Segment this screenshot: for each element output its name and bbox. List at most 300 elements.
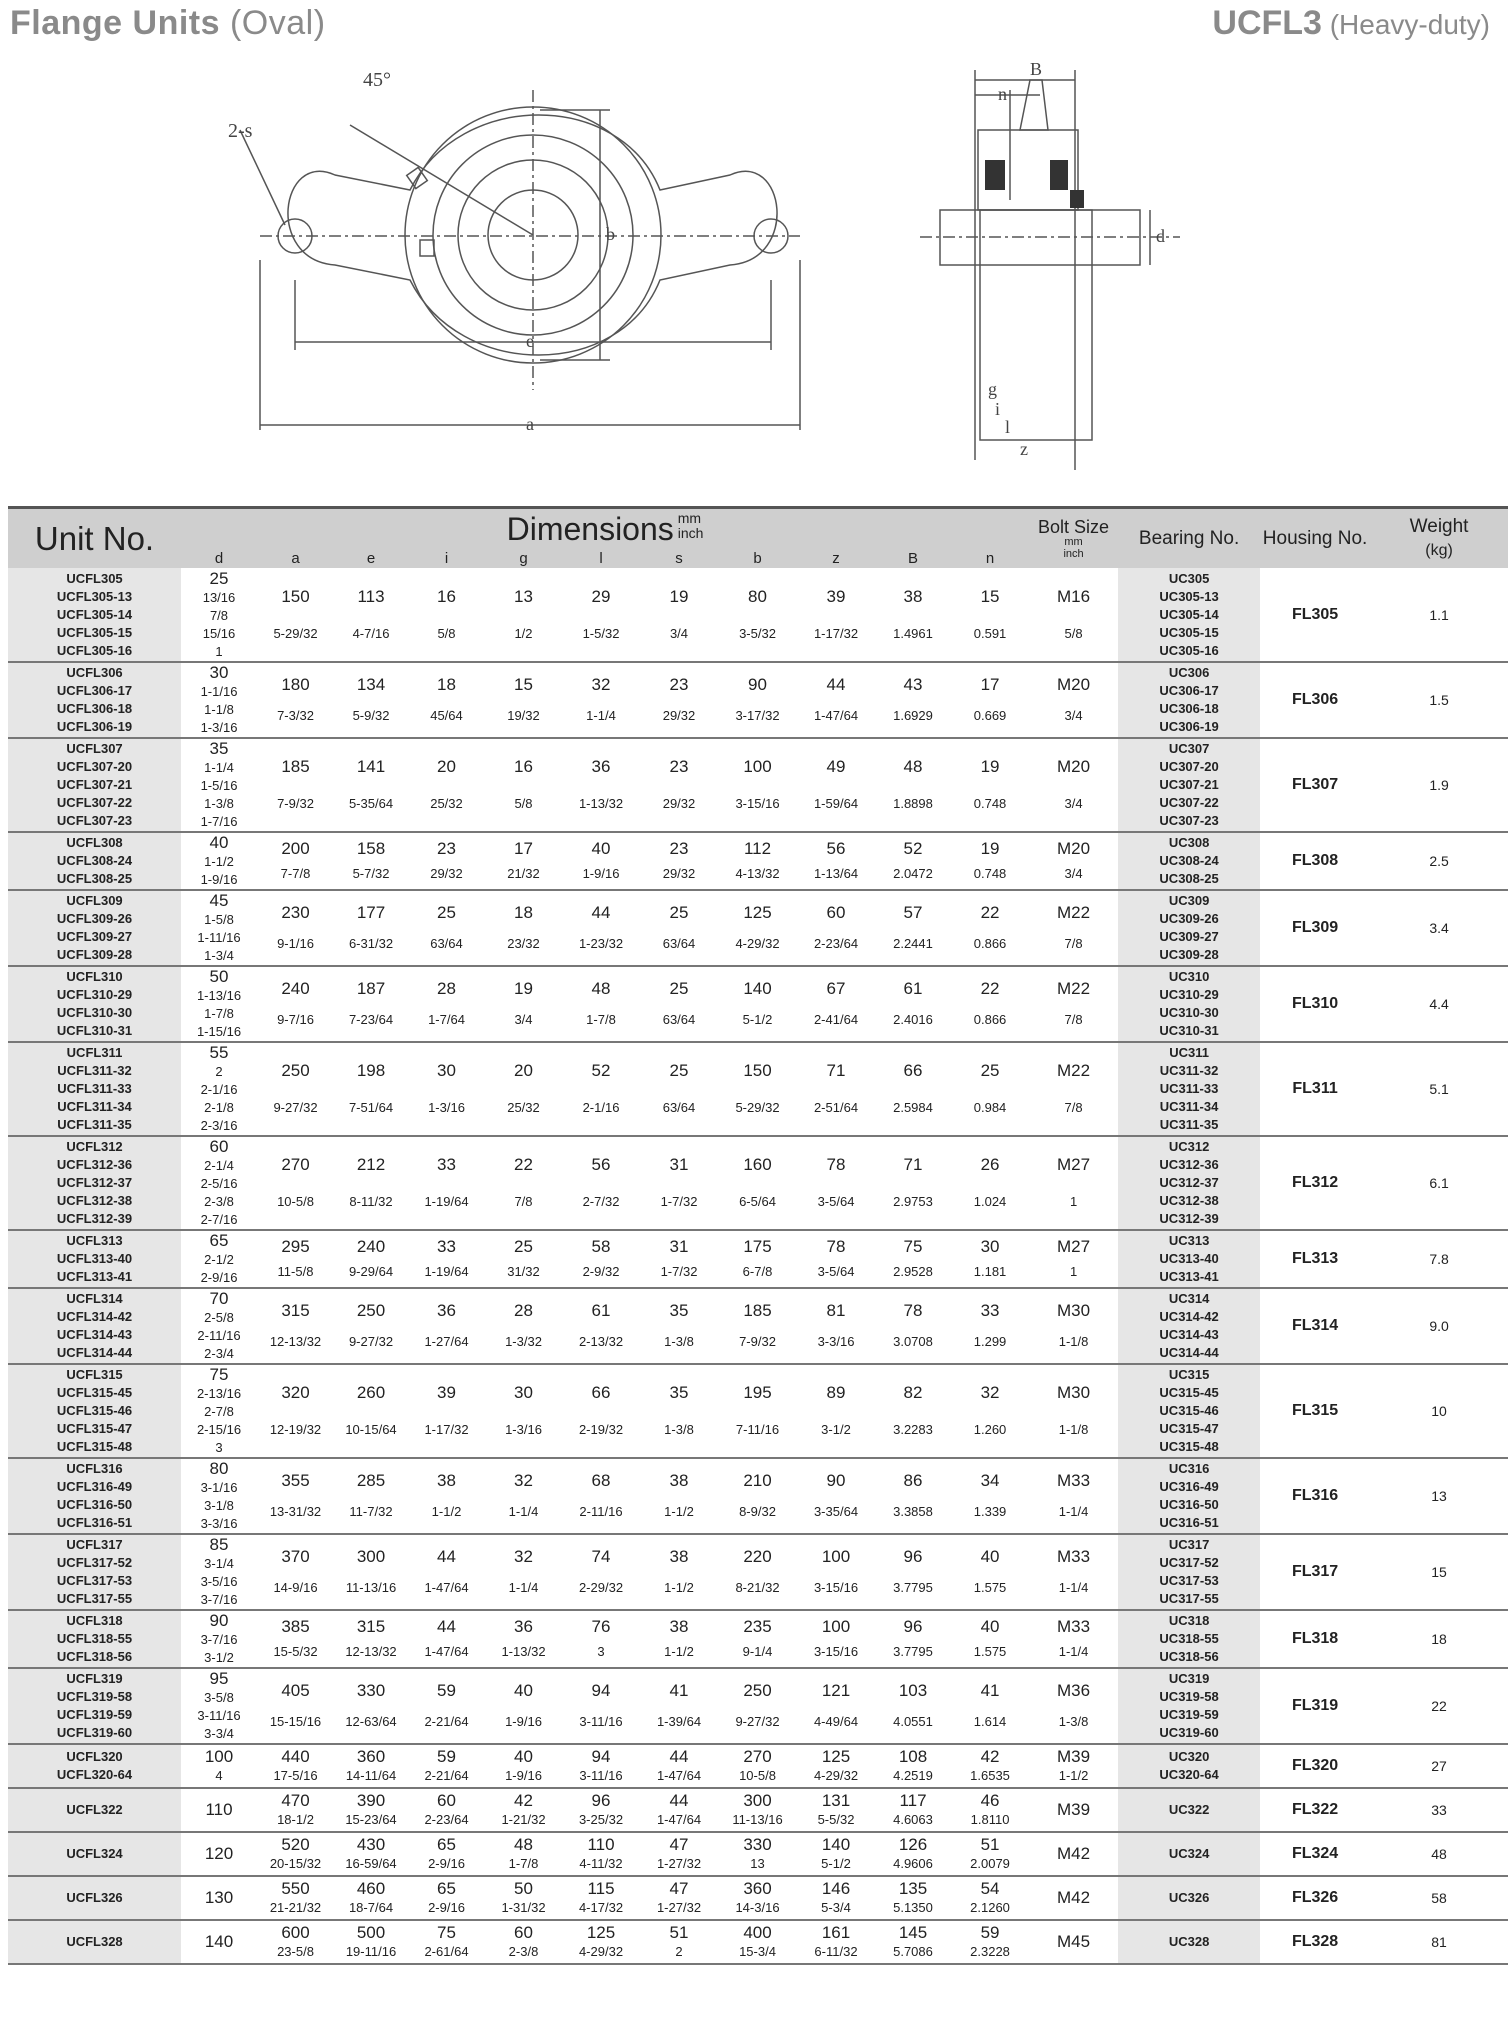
unit-no-cell — [8, 1136, 181, 1230]
dim-n-inch: 1.181 — [973, 1264, 1007, 1279]
housing-no: FL315 — [1260, 1364, 1370, 1458]
dim-s-cell — [640, 1288, 718, 1364]
dim-b-inch: 7-9/32 — [739, 1334, 776, 1349]
dim-g-inch: 1-7/8 — [508, 1856, 539, 1871]
column-header-n: n — [951, 549, 1029, 568]
dim-l-label: l — [1005, 417, 1011, 437]
dim-d-cell — [181, 1832, 257, 1876]
dim-s-mm: 41 — [669, 1681, 689, 1700]
unit-no: UCFL322 — [66, 1802, 123, 1817]
dim-s-inch: 63/64 — [662, 1012, 696, 1027]
bearing-no: UC318-56 — [1159, 1649, 1219, 1664]
dim-i-cell — [408, 832, 485, 890]
dim-n-inch: 0.748 — [973, 796, 1007, 811]
dim-s-cell — [640, 1364, 718, 1458]
bolt-size-cell — [1029, 1832, 1118, 1876]
dim-d-label: d — [1156, 226, 1165, 246]
bearing-no-cell — [1118, 966, 1260, 1042]
dim-d-inch: 1-13/16 — [196, 988, 242, 1003]
dim-B-mm: 135 — [898, 1879, 928, 1898]
dim-B-cell — [875, 1458, 951, 1534]
dim-s-mm: 31 — [669, 1237, 689, 1256]
bolt-size-cell — [1029, 966, 1118, 1042]
dim-d-inch: 7/8 — [209, 607, 229, 623]
dim-e-inch: 8-11/32 — [349, 1194, 393, 1209]
dim-z-cell — [797, 1876, 875, 1920]
dim-e-inch: 19-11/16 — [345, 1944, 397, 1959]
dim-z-inch: 2-51/64 — [813, 1100, 859, 1115]
bearing-no: UC319-60 — [1159, 1725, 1219, 1740]
unit-no: UCFL317-53 — [56, 1573, 133, 1588]
dim-a-cell — [257, 1744, 334, 1788]
dim-i-cell — [408, 1668, 485, 1744]
dim-i-mm: 60 — [437, 1791, 456, 1810]
dim-s-cell — [640, 1230, 718, 1288]
dim-i-inch: 2-21/64 — [424, 1714, 469, 1729]
dim-B-inch: 2.4016 — [893, 1012, 933, 1027]
unit-no: UCFL305-14 — [56, 606, 133, 622]
dim-s-mm: 25 — [669, 979, 689, 998]
dim-B-cell — [875, 662, 951, 738]
column-header-i: i — [408, 549, 485, 568]
dim-l-inch: 2-19/32 — [578, 1422, 624, 1437]
unit-no-cell — [8, 1230, 181, 1288]
dim-B-mm: 71 — [903, 1155, 923, 1174]
dimensions-header: Dimensions mm inch — [181, 508, 1029, 550]
weight-value: 58 — [1370, 1876, 1508, 1920]
unit-no: UCFL319-60 — [56, 1725, 133, 1740]
dim-g-cell — [485, 1042, 562, 1136]
dim-i-mm: 18 — [437, 675, 456, 694]
unit-no: UCFL314 — [66, 1291, 123, 1306]
angle-label: 45° — [363, 69, 391, 91]
dim-z-inch: 3-1/2 — [821, 1422, 851, 1437]
dim-d-cell — [181, 1744, 257, 1788]
dim-a-mm: 180 — [281, 675, 310, 694]
housing-no: FL314 — [1260, 1288, 1370, 1364]
spec-table — [8, 506, 1508, 1965]
dim-l-cell — [562, 1920, 640, 1964]
dim-b-cell — [718, 1610, 797, 1668]
dim-e-mm: 250 — [356, 1301, 386, 1320]
unit-no-cell — [8, 1788, 181, 1832]
dim-i-inch: 2-23/64 — [424, 1812, 469, 1827]
dim-e-cell — [334, 1230, 408, 1288]
dim-a-inch: 23-5/8 — [277, 1944, 314, 1959]
bearing-no: UC311-35 — [1159, 1117, 1219, 1132]
dim-e-mm: 460 — [356, 1879, 386, 1898]
dim-d-cell — [181, 1920, 257, 1964]
dim-g-inch: 1-13/32 — [501, 1644, 546, 1659]
dim-e-cell — [334, 966, 408, 1042]
dim-i-mm: 44 — [437, 1547, 456, 1566]
dim-s-inch: 63/64 — [662, 936, 696, 951]
column-header-l: l — [562, 549, 640, 568]
unit-no: UCFL315-46 — [56, 1403, 133, 1418]
dim-s-cell — [640, 1668, 718, 1744]
dim-z-cell — [797, 1364, 875, 1458]
dim-b-mm: 400 — [743, 1923, 772, 1942]
dim-B-cell — [875, 1288, 951, 1364]
bearing-no: UC305-15 — [1159, 624, 1219, 640]
bolt-size-cell — [1029, 1920, 1118, 1964]
dim-e-mm: 360 — [356, 1747, 386, 1766]
column-header-s: s — [640, 549, 718, 568]
bolt-size-inch: 1-1/8 — [1058, 1334, 1089, 1349]
bearing-no: UC315-48 — [1159, 1439, 1219, 1454]
dim-i-mm: 59 — [437, 1747, 456, 1766]
dim-a-cell — [257, 1230, 334, 1288]
bearing-no: UC310-30 — [1159, 1005, 1219, 1020]
dim-n-inch: 0.866 — [973, 1012, 1007, 1027]
bearing-no: UC316-51 — [1159, 1515, 1219, 1530]
dim-g-label: g — [988, 379, 997, 399]
unit-no: UCFL308-24 — [56, 853, 133, 868]
bearing-no: UC314-44 — [1159, 1345, 1219, 1360]
housing-no-header: Housing No. — [1260, 508, 1370, 569]
dim-l-inch: 2-29/32 — [578, 1580, 624, 1595]
dim-e-cell — [334, 1668, 408, 1744]
dim-s-inch: 29/32 — [662, 708, 696, 723]
dim-g-mm: 18 — [514, 903, 533, 922]
dim-z-inch: 2-23/64 — [813, 936, 859, 951]
dim-B-inch: 5.1350 — [893, 1900, 933, 1915]
dim-d-mm: 25 — [209, 568, 229, 588]
dim-l-inch: 4-17/32 — [578, 1900, 624, 1915]
dim-e-mm: 158 — [356, 839, 386, 858]
dim-d-inch: 1-7/8 — [204, 1006, 234, 1021]
bolt-size-mm: M30 — [1057, 1301, 1091, 1320]
weight-value: 18 — [1370, 1610, 1508, 1668]
weight-value: 33 — [1370, 1788, 1508, 1832]
dim-d-cell — [181, 1136, 257, 1230]
dim-e-cell — [334, 1744, 408, 1788]
dim-B-inch: 2.2441 — [893, 936, 933, 951]
dim-d-inch: 1-1/2 — [204, 854, 234, 869]
bearing-no: UC308-25 — [1159, 871, 1219, 886]
dim-g-inch: 1-21/32 — [501, 1812, 546, 1827]
dim-e-cell — [334, 1458, 408, 1534]
dim-b-inch: 10-5/8 — [739, 1768, 776, 1783]
table-row — [8, 1136, 1508, 1230]
weight-value: 1.5 — [1370, 662, 1508, 738]
dim-a-mm: 295 — [281, 1237, 310, 1256]
unit-no: UCFL309 — [66, 893, 123, 908]
unit-no: UCFL315-45 — [56, 1385, 133, 1400]
dim-i-mm: 65 — [437, 1835, 456, 1854]
bolt-size-inch: 1-1/4 — [1058, 1504, 1089, 1519]
dim-B-inch: 2.9528 — [893, 1264, 933, 1279]
dim-n-cell — [951, 1788, 1029, 1832]
bearing-no-cell — [1118, 832, 1260, 890]
dim-z-inch: 3-5/64 — [817, 1264, 855, 1279]
bearing-no-cell — [1118, 1876, 1260, 1920]
unit-no-cell — [8, 1534, 181, 1610]
dim-d-inch: 3-1/2 — [204, 1650, 234, 1665]
dim-n-cell — [951, 1042, 1029, 1136]
unit-no: UCFL326 — [66, 1890, 123, 1905]
dim-i-cell — [408, 1458, 485, 1534]
table-row — [8, 966, 1508, 1042]
dim-b-inch: 4-29/32 — [735, 936, 780, 951]
dim-s-mm: 47 — [669, 1879, 689, 1898]
column-header-z: z — [797, 549, 875, 568]
dim-g-mm: 30 — [514, 1383, 533, 1402]
dim-s-inch: 1-47/64 — [656, 1812, 702, 1827]
bearing-no: UC314-42 — [1159, 1309, 1219, 1324]
dim-a-inch: 12-19/32 — [269, 1422, 322, 1437]
dim-n-mm: 32 — [980, 1383, 1000, 1402]
bearing-no: UC313 — [1168, 1233, 1210, 1248]
dim-B-inch: 2.0472 — [893, 866, 933, 881]
dim-s-cell — [640, 890, 718, 966]
dim-B-mm: 86 — [903, 1471, 923, 1490]
dim-d-inch: 3-7/16 — [200, 1632, 238, 1647]
bolt-size-inch: 1-1/4 — [1058, 1580, 1089, 1595]
dim-l-mm: 48 — [591, 979, 611, 998]
dim-B-cell — [875, 1920, 951, 1964]
housing-no: FL326 — [1260, 1876, 1370, 1920]
dim-e-mm: 177 — [356, 903, 386, 922]
bolt-size-mm: M30 — [1057, 1383, 1091, 1402]
dim-a-cell — [257, 568, 334, 662]
dim-a-cell — [257, 1136, 334, 1230]
unit-no: UCFL318-55 — [56, 1631, 133, 1646]
dim-n-cell — [951, 1744, 1029, 1788]
dim-g-inch: 1-1/4 — [508, 1580, 539, 1595]
dim-B-mm: 75 — [903, 1237, 923, 1256]
unit-no: UCFL313-41 — [56, 1269, 133, 1284]
dim-s-cell — [640, 1876, 718, 1920]
bolt-size-cell — [1029, 1788, 1118, 1832]
dim-n-mm: 33 — [980, 1301, 1000, 1320]
dim-i-inch: 1-7/64 — [428, 1012, 465, 1027]
dim-e-mm: 330 — [356, 1681, 386, 1700]
dim-b-inch: 8-21/32 — [735, 1580, 780, 1595]
bearing-no: UC305-13 — [1159, 588, 1219, 604]
bolt-size-inch: 1-1/8 — [1058, 1422, 1089, 1437]
housing-no: FL305 — [1260, 568, 1370, 662]
dim-b-inch: 4-13/32 — [735, 866, 780, 881]
weight-value: 7.8 — [1370, 1230, 1508, 1288]
dim-e-mm: 300 — [356, 1547, 386, 1566]
unit-no: UCFL306-18 — [56, 701, 133, 716]
unit-no: UCFL319 — [66, 1671, 123, 1686]
unit-no-cell — [8, 738, 181, 832]
dim-z-cell — [797, 568, 875, 662]
dim-d-inch: 1-11/16 — [197, 930, 241, 945]
unit-no: UCFL313 — [66, 1233, 123, 1248]
column-header-B: B — [875, 549, 951, 568]
bolt-size-inch: 7/8 — [1064, 1100, 1083, 1115]
dim-d-mm: 50 — [209, 967, 229, 986]
dim-i-label: i — [995, 399, 1001, 419]
dim-g-mm: 13 — [514, 586, 533, 606]
dim-e-cell — [334, 1920, 408, 1964]
dim-d-inch: 4 — [215, 1768, 223, 1783]
bearing-no: UC313-40 — [1159, 1251, 1219, 1266]
dim-b-mm: 112 — [743, 839, 772, 858]
dim-B-mm: 66 — [903, 1061, 923, 1080]
dim-n-mm: 40 — [980, 1617, 1000, 1636]
dim-z-cell — [797, 1458, 875, 1534]
dim-d-inch: 1 — [215, 643, 223, 659]
weight-value: 3.4 — [1370, 890, 1508, 966]
dim-a-mm: 320 — [281, 1383, 310, 1402]
dim-a-cell — [257, 1288, 334, 1364]
bearing-no-cell — [1118, 1610, 1260, 1668]
housing-no: FL310 — [1260, 966, 1370, 1042]
bolt-size-inch: 3/4 — [1064, 796, 1083, 811]
bolt-size-inch: 7/8 — [1064, 1012, 1083, 1027]
bolt-size-mm: M27 — [1057, 1155, 1091, 1174]
bolt-size-cell — [1029, 1610, 1118, 1668]
dim-l-inch: 1-1/4 — [586, 708, 616, 723]
dim-l-mm: 76 — [591, 1617, 611, 1636]
dim-s-mm: 51 — [669, 1923, 689, 1942]
dim-a-mm: 185 — [281, 757, 310, 776]
dim-e-mm: 260 — [356, 1383, 386, 1402]
unit-no: UCFL311-33 — [57, 1081, 132, 1096]
dim-z-cell — [797, 1230, 875, 1288]
dim-e-inch: 14-11/64 — [345, 1768, 397, 1783]
dim-n-label: n — [998, 84, 1007, 104]
bolt-size-inch: 1-1/4 — [1058, 1644, 1089, 1659]
dim-n-mm: 26 — [980, 1155, 1000, 1174]
dim-B-inch: 4.9606 — [893, 1856, 933, 1871]
bearing-no: UC326 — [1168, 1890, 1210, 1905]
dim-d-cell — [181, 1668, 257, 1744]
dim-s-mm: 47 — [669, 1835, 689, 1854]
dim-s-cell — [640, 1744, 718, 1788]
dim-g-cell — [485, 1920, 562, 1964]
bearing-no: UC306-18 — [1159, 701, 1219, 716]
dim-d-inch: 1-1/8 — [204, 702, 234, 717]
dim-b-mm: 270 — [743, 1747, 772, 1766]
dim-a-mm: 440 — [281, 1747, 310, 1766]
dim-B-inch: 3.2283 — [893, 1422, 933, 1437]
dim-g-cell — [485, 568, 562, 662]
dim-l-mm: 94 — [591, 1681, 611, 1700]
dim-l-mm: 40 — [591, 839, 611, 858]
dim-e-cell — [334, 738, 408, 832]
dim-B-inch: 2.5984 — [893, 1100, 933, 1115]
dim-z-cell — [797, 1832, 875, 1876]
weight-value: 2.5 — [1370, 832, 1508, 890]
table-row — [8, 1668, 1508, 1744]
bearing-no: UC322 — [1168, 1802, 1210, 1817]
bearing-no-cell — [1118, 662, 1260, 738]
dim-n-mm: 41 — [980, 1681, 1000, 1700]
bolt-size-mm: M33 — [1057, 1617, 1091, 1636]
column-header-d: d — [181, 549, 257, 568]
dim-z-inch: 4-49/64 — [813, 1714, 859, 1729]
dim-n-inch: 2.0079 — [970, 1856, 1010, 1871]
dim-g-mm: 60 — [514, 1923, 533, 1942]
unit-no: UCFL314-43 — [56, 1327, 133, 1342]
dim-n-inch: 2.3228 — [970, 1944, 1010, 1959]
dim-e-cell — [334, 1136, 408, 1230]
dim-d-cell — [181, 1458, 257, 1534]
dim-z-cell — [797, 966, 875, 1042]
dim-a-label: a — [526, 414, 534, 434]
dim-l-inch: 2-11/16 — [579, 1504, 623, 1519]
bearing-no: UC311 — [1169, 1045, 1209, 1060]
dim-i-mm: 75 — [437, 1923, 456, 1942]
dim-e-inch: 15-23/64 — [345, 1812, 397, 1827]
bearing-no: UC311-32 — [1159, 1063, 1219, 1078]
dim-n-cell — [951, 966, 1029, 1042]
bolt-size-inch: 3/4 — [1064, 708, 1083, 723]
bolt-size-cell — [1029, 1042, 1118, 1136]
dim-l-mm: 29 — [591, 586, 611, 606]
dim-d-mm: 30 — [209, 663, 229, 682]
column-header-a: a — [257, 549, 334, 568]
dim-B-cell — [875, 1136, 951, 1230]
dim-n-cell — [951, 1876, 1029, 1920]
dim-a-cell — [257, 1364, 334, 1458]
dim-b-mm: 185 — [743, 1301, 772, 1320]
dim-b-mm: 300 — [743, 1791, 772, 1810]
dim-z-inch: 3-15/16 — [813, 1580, 859, 1595]
dim-g-cell — [485, 1876, 562, 1920]
dim-d-inch: 2 — [215, 1064, 223, 1079]
dim-i-cell — [408, 1920, 485, 1964]
dim-n-inch: 0.591 — [973, 625, 1007, 641]
dim-z-inch: 5-1/2 — [821, 1856, 851, 1871]
dim-d-cell — [181, 1876, 257, 1920]
dim-d-mm: 85 — [209, 1535, 229, 1554]
dim-d-inch: 2-1/4 — [204, 1158, 234, 1173]
dim-d-inch: 2-1/8 — [204, 1100, 234, 1115]
dim-a-inch: 7-9/32 — [277, 796, 314, 811]
dim-s-mm: 23 — [669, 839, 689, 858]
dim-n-cell — [951, 1458, 1029, 1534]
dim-a-mm: 355 — [281, 1471, 310, 1490]
dim-z-cell — [797, 738, 875, 832]
dim-i-mm: 44 — [437, 1617, 456, 1636]
unit-no: UCFL311-32 — [57, 1063, 132, 1078]
dim-l-inch: 3-11/16 — [579, 1768, 623, 1783]
dim-d-cell — [181, 1534, 257, 1610]
unit-no: UCFL328 — [66, 1934, 123, 1949]
dim-g-inch: 19/32 — [507, 708, 540, 723]
dim-B-cell — [875, 1230, 951, 1288]
bearing-no: UC314-43 — [1159, 1327, 1219, 1342]
dim-d-cell — [181, 1288, 257, 1364]
dim-l-inch: 1-5/32 — [582, 625, 620, 641]
bearing-no: UC317-52 — [1159, 1555, 1219, 1570]
bolt-size-mm: M42 — [1057, 1888, 1091, 1907]
unit-no: UCFL315-48 — [56, 1439, 133, 1454]
dim-a-cell — [257, 1920, 334, 1964]
bearing-no: UC317-55 — [1159, 1591, 1219, 1606]
bolt-size-inch: 1-3/8 — [1058, 1714, 1089, 1729]
dim-l-mm: 96 — [591, 1791, 611, 1810]
dim-i-mm: 23 — [437, 839, 456, 858]
dim-l-cell — [562, 738, 640, 832]
bolt-size-cell — [1029, 1744, 1118, 1788]
dim-n-inch: 0.748 — [973, 866, 1007, 881]
dim-i-cell — [408, 1288, 485, 1364]
dim-d-inch: 1-1/4 — [204, 760, 234, 775]
dim-B-cell — [875, 890, 951, 966]
unit-no: UCFL319-59 — [56, 1707, 133, 1722]
dim-i-cell — [408, 966, 485, 1042]
bolt-size-header: Bolt Size mm inch — [1029, 508, 1118, 569]
dim-n-inch: 0.866 — [973, 936, 1007, 951]
dim-a-mm: 250 — [281, 1061, 310, 1080]
